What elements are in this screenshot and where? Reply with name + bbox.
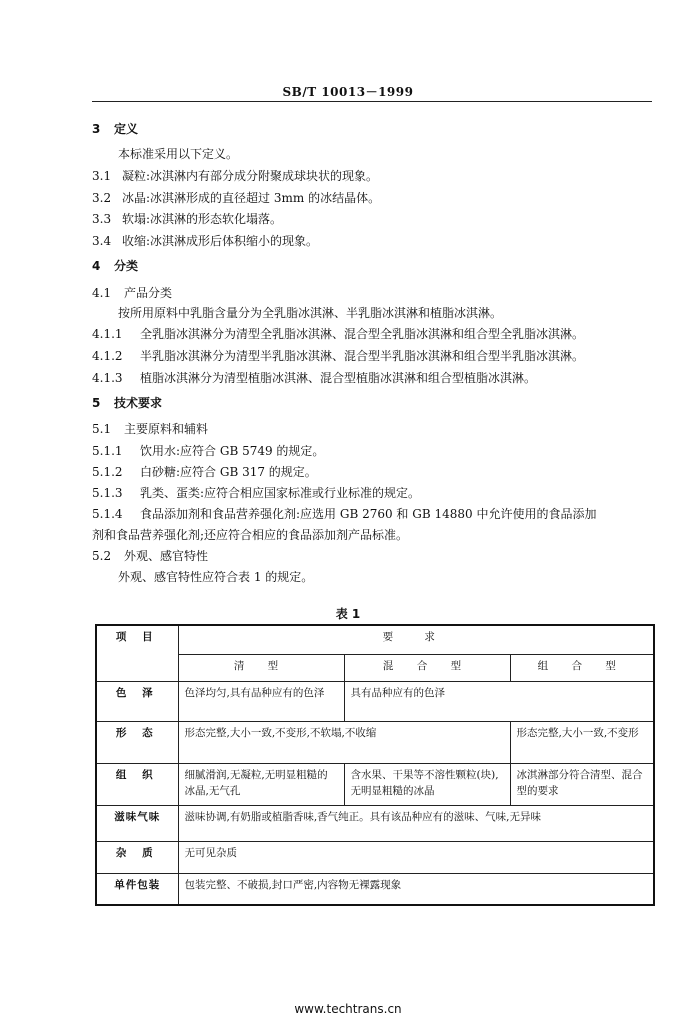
clause-number: 5.1.4 [92, 507, 123, 521]
section-4-number: 4 [92, 259, 101, 273]
clause-5-1-1 [92, 443, 324, 459]
clause-number: 4.1.1 [92, 327, 123, 341]
clause-text: 软塌:冰淇淋的形态软化塌落。 [122, 212, 283, 226]
clause-title: 产品分类 [124, 286, 173, 300]
clause-number: 3.4 [92, 234, 112, 248]
clause-5-2-text: 外观、感官特性应符合表 1 的规定。 [118, 570, 314, 584]
footer-url: www.techtrans.cn [294, 1002, 402, 1016]
cell-color-qing: 色泽均匀,具有品种应有的色泽 [178, 681, 344, 721]
row-label-package: 单件包装 [96, 873, 178, 905]
table-row [96, 763, 654, 805]
clause-number: 5.1.2 [92, 465, 123, 479]
section-3-number: 3 [92, 122, 101, 136]
cell-texture-hun: 含水果、干果等不溶性颗粒(块),无明显粗糙的冰晶 [344, 763, 510, 805]
table-header-item: 项 目 [96, 625, 178, 681]
clause-text: 植脂冰淇淋分为清型植脂冰淇淋、混合型植脂冰淇淋和组合型植脂冰淇淋。 [140, 371, 537, 385]
cell-taste: 滋味协调,有奶脂或植脂香味,香气纯正。具有该品种应有的滋味、气味,无异味 [178, 805, 654, 841]
table-row [96, 721, 654, 763]
clause-number: 3.2 [92, 191, 112, 205]
table-row [96, 681, 654, 721]
clause-number: 4.1.3 [92, 371, 123, 385]
cell-shape-zu: 形态完整,大小一致,不变形 [510, 721, 654, 763]
clause-5-1-4-continued: 剂和食品营养强化剂;还应符合相应的食品添加剂产品标准。 [92, 528, 409, 542]
clause-text: 冰晶:冰淇淋形成的直径超过 3mm 的冰结晶体。 [122, 191, 381, 205]
document-header: SB/T 10013－1999 [282, 85, 414, 99]
clause-text: 凝粒:冰淇淋内有部分成分附聚成球块状的现象。 [122, 169, 379, 183]
table-row [96, 805, 654, 841]
clause-text: 半乳脂冰淇淋分为清型半乳脂冰淇淋、混合型半乳脂冰淇淋和组合型半乳脂冰淇淋。 [140, 349, 585, 363]
cell-shape-qing-hun: 形态完整,大小一致,不变形,不软塌,不收缩 [178, 721, 510, 763]
clause-number: 5.1 [92, 422, 112, 436]
clause-text: 食品添加剂和食品营养强化剂:应选用 GB 2760 和 GB 14880 中允许使用的食品添加 [140, 507, 597, 521]
table-row [96, 873, 654, 905]
clause-number: 5.1.1 [92, 444, 123, 458]
section-3-heading [92, 121, 138, 137]
clause-4-1-3 [92, 370, 536, 386]
table-row [96, 841, 654, 873]
cell-texture-zu: 冰淇淋部分符合清型、混合型的要求 [510, 763, 654, 805]
table-subheader-qing: 清 型 [178, 654, 344, 681]
row-label-color: 色 泽 [96, 681, 178, 721]
clause-5-1 [92, 421, 208, 437]
cell-package: 包装完整、不破损,封口严密,内容物无裸露现象 [178, 873, 654, 905]
clause-3-1 [92, 168, 378, 184]
clause-number: 3.1 [92, 169, 112, 183]
clause-text: 乳类、蛋类:应符合相应国家标准或行业标准的规定。 [140, 486, 421, 500]
clause-3-3 [92, 211, 282, 227]
clause-4-1-1 [92, 326, 584, 342]
clause-text: 饮用水:应符合 GB 5749 的规定。 [140, 444, 325, 458]
section-5-number: 5 [92, 396, 101, 410]
clause-number: 4.1 [92, 286, 112, 300]
clause-title: 外观、感官特性 [124, 549, 209, 563]
section-3-title: 定义 [114, 122, 139, 136]
clause-3-4 [92, 233, 318, 249]
clause-4-1 [92, 285, 172, 301]
section-4-heading [92, 258, 138, 274]
section-3-intro: 本标准采用以下定义。 [118, 147, 239, 161]
row-label-shape: 形 态 [96, 721, 178, 763]
row-label-texture: 组 织 [96, 763, 178, 805]
clause-5-2 [92, 548, 208, 564]
clause-text: 收缩:冰淇淋成形后体积缩小的现象。 [122, 234, 319, 248]
row-label-taste: 滋味气味 [96, 805, 178, 841]
section-4-title: 分类 [114, 259, 139, 273]
clause-number: 5.2 [92, 549, 112, 563]
section-5-title: 技术要求 [114, 396, 163, 410]
section-5-heading [92, 395, 162, 411]
clause-4-1-2 [92, 348, 584, 364]
clause-title: 主要原料和辅料 [124, 422, 209, 436]
clause-number: 3.3 [92, 212, 112, 226]
table-header-requirement: 要 求 [178, 625, 654, 654]
clause-number: 5.1.3 [92, 486, 123, 500]
clause-text: 全乳脂冰淇淋分为清型全乳脂冰淇淋、混合型全乳脂冰淇淋和组合型全乳脂冰淇淋。 [140, 327, 585, 341]
row-label-impurity: 杂 质 [96, 841, 178, 873]
cell-impurity: 无可见杂质 [178, 841, 654, 873]
table-subheader-zu: 组 合 型 [510, 654, 654, 681]
clause-3-2 [92, 190, 380, 206]
clause-5-1-2 [92, 464, 317, 480]
cell-color-hun-zu: 具有品种应有的色泽 [344, 681, 654, 721]
table-subheader-hun: 混 合 型 [344, 654, 510, 681]
clause-text: 白砂糖:应符合 GB 317 的规定。 [140, 465, 317, 479]
clause-5-1-3 [92, 485, 420, 501]
cell-texture-qing: 细腻滑润,无凝粒,无明显粗糙的冰晶,无气孔 [178, 763, 344, 805]
table-caption: 表 1 [335, 607, 361, 621]
clause-number: 4.1.2 [92, 349, 123, 363]
clause-5-1-4 [92, 506, 596, 522]
header-rule [92, 101, 652, 102]
table-1 [95, 624, 655, 906]
clause-4-1-intro: 按所用原料中乳脂含量分为全乳脂冰淇淋、半乳脂冰淇淋和植脂冰淇淋。 [118, 306, 503, 320]
